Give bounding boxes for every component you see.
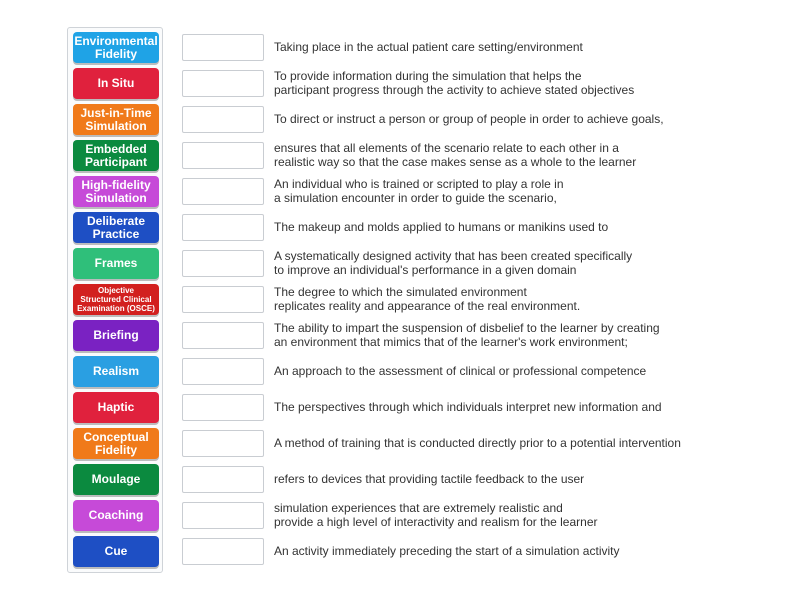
- term-tile[interactable]: Just-in-Time Simulation: [73, 104, 159, 135]
- definition-text: The perspectives through which individuals interpret new information and: [274, 400, 662, 414]
- answer-drop-slot[interactable]: [182, 70, 264, 97]
- definition-text: ensures that all elements of the scenario relate to each other in a realistic way so that the case makes sense as a whole to the learner: [274, 141, 637, 169]
- answer-drop-slot[interactable]: [182, 502, 264, 529]
- term-tile[interactable]: Embedded Participant: [73, 140, 159, 171]
- answer-drop-slot[interactable]: [182, 322, 264, 349]
- term-tile[interactable]: Realism: [73, 356, 159, 387]
- definition-text: simulation experiences that are extremely realistic and provide a high level of interactivity and realism for the learner: [274, 501, 598, 529]
- term-tile[interactable]: Cue: [73, 536, 159, 567]
- definition-text: A method of training that is conducted directly prior to a potential intervention: [274, 436, 681, 450]
- term-tile[interactable]: Frames: [73, 248, 159, 279]
- answer-drop-slot[interactable]: [182, 358, 264, 385]
- definition-text: The degree to which the simulated environment replicates reality and appearance of the real environment.: [274, 285, 581, 313]
- term-tile[interactable]: High-fidelity Simulation: [73, 176, 159, 207]
- answer-drop-slot[interactable]: [182, 394, 264, 421]
- term-tile-panel: [67, 27, 163, 573]
- definition-text: An approach to the assessment of clinical or professional competence: [274, 364, 647, 378]
- definition-text: An activity immediately preceding the start of a simulation activity: [274, 544, 620, 558]
- answer-drop-slot[interactable]: [182, 178, 264, 205]
- answer-drop-slot[interactable]: [182, 286, 264, 313]
- definition-text: refers to devices that providing tactile feedback to the user: [274, 472, 585, 486]
- definition-text: A systematically designed activity that has been created specifically to improve an individual's performance in a given domain: [274, 249, 633, 277]
- answer-drop-slot[interactable]: [182, 214, 264, 241]
- term-tile[interactable]: Briefing: [73, 320, 159, 351]
- answer-drop-slot[interactable]: [182, 106, 264, 133]
- definition-text: To provide information during the simulation that helps the participant progress through the activity to achieve stated objectives: [274, 69, 635, 97]
- definition-text: To direct or instruct a person or group of people in order to achieve goals,: [274, 112, 664, 126]
- answer-drop-slot[interactable]: [182, 250, 264, 277]
- definition-text: The makeup and molds applied to humans or manikins used to: [274, 220, 609, 234]
- answer-drop-slot[interactable]: [182, 142, 264, 169]
- term-tile[interactable]: In Situ: [73, 68, 159, 99]
- term-tile[interactable]: Objective Structured Clinical Examination (OSCE): [73, 284, 159, 315]
- term-tile[interactable]: Coaching: [73, 500, 159, 531]
- term-tile[interactable]: Environmental Fidelity: [73, 32, 159, 63]
- definition-text: An individual who is trained or scripted to play a role in a simulation encounter in order to guide the scenario,: [274, 177, 564, 205]
- term-tile[interactable]: Deliberate Practice: [73, 212, 159, 243]
- answer-drop-slot[interactable]: [182, 466, 264, 493]
- answer-drop-slot[interactable]: [182, 538, 264, 565]
- term-tile[interactable]: Moulage: [73, 464, 159, 495]
- answer-drop-slot[interactable]: [182, 34, 264, 61]
- answer-drop-slot[interactable]: [182, 430, 264, 457]
- definition-text: Taking place in the actual patient care setting/environment: [274, 40, 583, 54]
- term-tile[interactable]: Conceptual Fidelity: [73, 428, 159, 459]
- term-tile[interactable]: Haptic: [73, 392, 159, 423]
- definition-text: The ability to impart the suspension of disbelief to the learner by creating an environment that mimics that of the learner's work environment;: [274, 321, 660, 349]
